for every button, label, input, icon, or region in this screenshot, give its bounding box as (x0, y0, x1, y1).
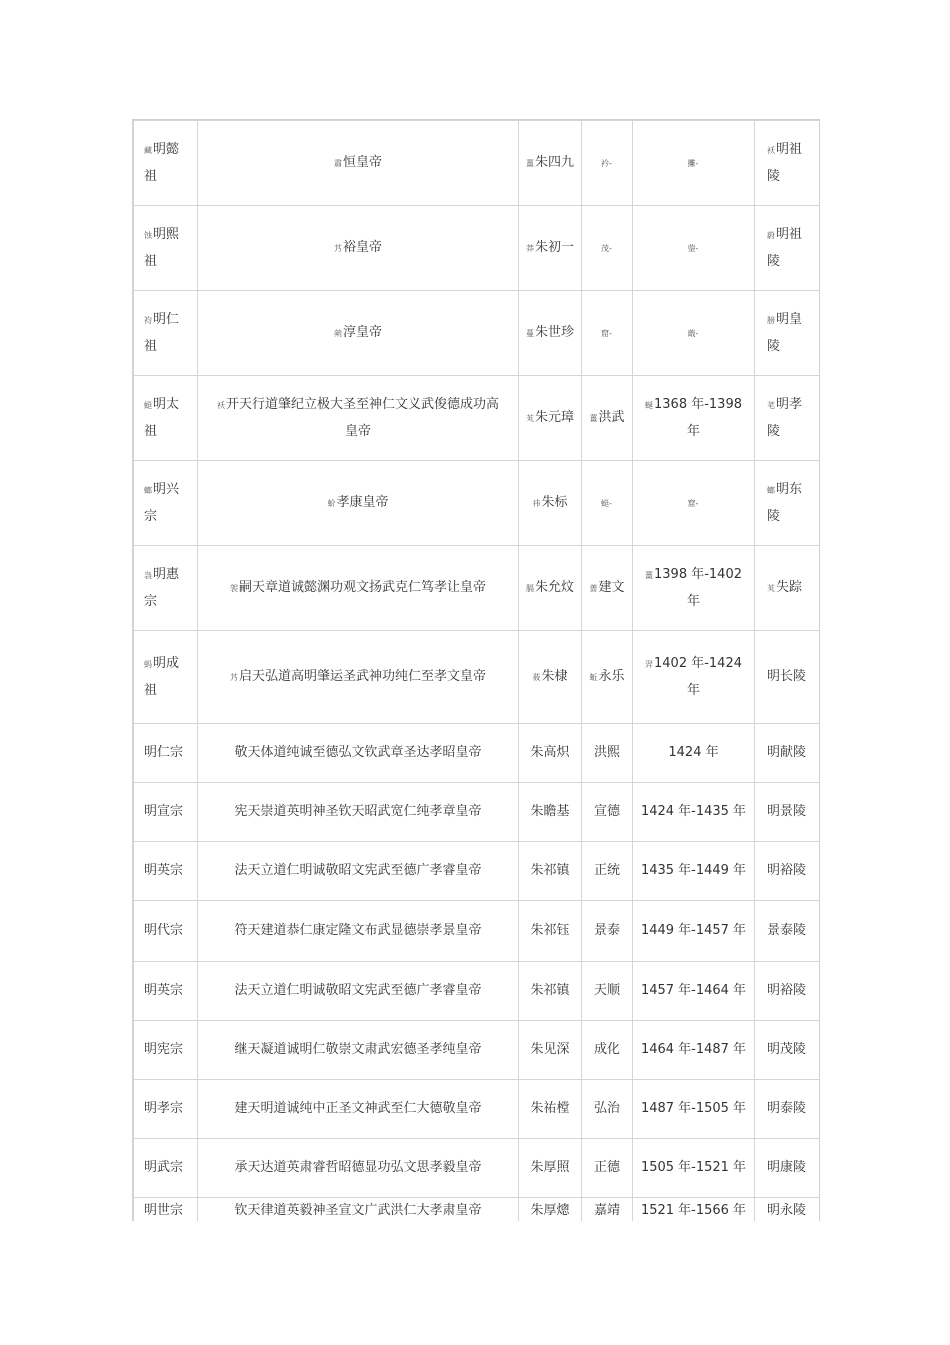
cell-reign-years-text: 1424 年-1435 年 (640, 804, 747, 819)
cell-reign-years (633, 461, 755, 546)
cell-personal-name (519, 291, 582, 376)
cell-tomb-text: 明裕陵 (767, 863, 807, 878)
cell-reign-years-text: 1457 年-1464 年 (640, 983, 747, 998)
ocr-mark: 蒴 (333, 328, 342, 338)
cell-reign-years (633, 724, 755, 783)
cell-temple-name-text: 明仁祖 (144, 311, 180, 354)
cell-personal-name (519, 461, 582, 546)
cell-posthumous-title-text: 符天建道恭仁康定隆文布武显德崇孝景皇帝 (234, 923, 482, 938)
cell-posthumous-title-text: 法天立道仁明诚敬昭文宪武至德广孝睿皇帝 (234, 863, 482, 878)
ocr-mark: 肅 (333, 158, 342, 168)
cell-personal-name-text: 朱祁镇 (530, 863, 570, 878)
cell-tomb-text: 明茂陵 (767, 1042, 807, 1057)
cell-personal-name-text: 朱见深 (530, 1042, 570, 1057)
ocr-mark: 膀 (767, 315, 775, 325)
table-row (134, 1139, 820, 1198)
cell-reign-years (633, 962, 755, 1021)
cell-posthumous-title-text: 启天弘道高明肇运圣武神功纯仁至孝文皇帝 (238, 668, 486, 684)
cell-personal-name (519, 206, 582, 291)
cell-temple-name (134, 1080, 198, 1139)
ocr-mark: 袄 (767, 145, 775, 155)
cell-temple-name-text: 明宣宗 (144, 804, 184, 819)
cell-temple-name (134, 121, 198, 206)
cell-posthumous-title (198, 724, 519, 783)
cell-reign-years-text: 1424 年 (668, 745, 719, 760)
table-row (134, 461, 820, 546)
cell-era-name-text: 永乐 (598, 668, 625, 684)
cell-temple-name-text: 明成祖 (144, 655, 180, 698)
cell-tomb-text: 明裕陵 (767, 983, 807, 998)
cell-era-name (582, 546, 633, 631)
cell-posthumous-title (198, 842, 519, 901)
table-row (134, 631, 820, 724)
cell-posthumous-title-text: 嗣天章道诚懿渊功观文扬武克仁笃孝让皇帝 (238, 579, 486, 595)
cell-posthumous-title (198, 461, 519, 546)
ocr-mark: 祎 (532, 498, 541, 508)
cell-posthumous-title (198, 1198, 519, 1222)
cell-personal-name (519, 1198, 582, 1222)
cell-temple-name (134, 376, 198, 461)
cell-posthumous-title (198, 1021, 519, 1080)
cell-era-name (582, 1080, 633, 1139)
cell-posthumous-title-text: 继天凝道诚明仁敬崇文肃武宏德圣孝纯皇帝 (234, 1042, 482, 1057)
cell-posthumous-title-text: 淳皇帝 (342, 324, 382, 340)
cell-tomb-text: 失踪 (776, 579, 803, 595)
cell-posthumous-title-text: 敬天体道纯诚至德弘文钦武章圣达孝昭皇帝 (234, 745, 482, 760)
cell-posthumous-title (198, 121, 519, 206)
cell-reign-years (633, 1080, 755, 1139)
cell-personal-name-text: 朱祁钰 (530, 923, 570, 938)
cell-temple-name-text: 明仁宗 (144, 745, 184, 760)
ocr-mark: 藏 (144, 145, 152, 155)
cell-reign-years (633, 376, 755, 461)
cell-era-name-text: 嘉靖 (593, 1203, 620, 1218)
cell-posthumous-title (198, 962, 519, 1021)
cell-posthumous-title-text: 孝康皇帝 (336, 494, 389, 510)
ocr-mark: 蓥- (687, 243, 699, 253)
cell-personal-name (519, 631, 582, 724)
cell-reign-years (633, 291, 755, 376)
cell-reign-years (633, 783, 755, 842)
cell-reign-years (633, 631, 755, 724)
ocr-mark: 蔷 (589, 583, 598, 593)
cell-posthumous-title (198, 546, 519, 631)
ocr-mark: 蚧 (327, 498, 336, 508)
cell-personal-name-text: 朱厚熜 (530, 1203, 570, 1218)
cell-era-name (582, 121, 633, 206)
cell-reign-years (633, 1139, 755, 1198)
cell-tomb-text: 明景陵 (767, 804, 807, 819)
cell-posthumous-title (198, 783, 519, 842)
cell-posthumous-title-text: 宪天崇道英明神圣钦天昭武宽仁纯孝章皇帝 (234, 804, 482, 819)
ocr-mark: 艿 (333, 243, 342, 253)
cell-personal-name-text: 朱高炽 (530, 745, 570, 760)
ocr-mark: 莜 (532, 672, 541, 682)
table-row (134, 1021, 820, 1080)
cell-posthumous-title-text: 法天立道仁明诚敬昭文宪武至德广孝睿皇帝 (234, 983, 482, 998)
cell-temple-name-text: 明世宗 (144, 1203, 184, 1218)
cell-personal-name (519, 1080, 582, 1139)
ocr-mark: 蚯 (589, 672, 598, 682)
cell-tomb (755, 1139, 820, 1198)
ocr-mark: 膈 (525, 583, 534, 593)
cell-temple-name (134, 1198, 198, 1222)
ocr-mark: 蕺- (687, 328, 699, 338)
cell-personal-name-text: 朱元璋 (534, 409, 574, 425)
cell-temple-name (134, 546, 198, 631)
cell-personal-name-text: 朱标 (541, 494, 568, 510)
cell-era-name-text: 洪武 (598, 409, 625, 425)
cell-personal-name (519, 901, 582, 962)
ming-emperors-table (133, 120, 820, 1221)
table-row (134, 962, 820, 1021)
cell-era-name (582, 842, 633, 901)
cell-tomb-text: 明泰陵 (767, 1101, 807, 1116)
cell-personal-name (519, 842, 582, 901)
cell-temple-name-text: 明代宗 (144, 923, 184, 938)
cell-temple-name-text: 明惠宗 (144, 566, 180, 609)
cell-personal-name (519, 1139, 582, 1198)
cell-tomb (755, 842, 820, 901)
cell-reign-years-text: 1402 年-1424 年 (654, 655, 742, 698)
ocr-mark: 艿 (229, 672, 238, 682)
cell-temple-name (134, 724, 198, 783)
cell-temple-name (134, 783, 198, 842)
ocr-mark: 窟- (687, 498, 699, 508)
cell-era-name (582, 291, 633, 376)
cell-tomb (755, 206, 820, 291)
cell-temple-name-text: 明熙祖 (144, 226, 180, 269)
cell-reign-years (633, 121, 755, 206)
cell-posthumous-title-text: 承天达道英肃睿哲昭德显功弘文思孝毅皇帝 (234, 1160, 482, 1175)
ocr-mark: 蜒 (645, 400, 653, 410)
cell-personal-name-text: 朱棣 (541, 668, 568, 684)
cell-personal-name (519, 962, 582, 1021)
cell-personal-name (519, 121, 582, 206)
cell-era-name (582, 461, 633, 546)
table-row (134, 291, 820, 376)
cell-personal-name (519, 783, 582, 842)
cell-tomb-text: 明祖陵 (767, 226, 803, 269)
cell-era-name (582, 631, 633, 724)
cell-era-name (582, 1198, 633, 1222)
ocr-mark: 袄 (216, 400, 225, 410)
ocr-mark: 蚂 (144, 659, 152, 669)
table-row (134, 1198, 820, 1222)
cell-temple-name (134, 901, 198, 962)
cell-personal-name (519, 546, 582, 631)
cell-temple-name-text: 明孝宗 (144, 1101, 184, 1116)
cell-personal-name-text: 朱四九 (534, 154, 574, 170)
cell-era-name (582, 724, 633, 783)
cell-tomb (755, 962, 820, 1021)
ocr-mark: 芄 (767, 583, 775, 593)
ocr-mark: 薑 (589, 413, 598, 423)
cell-reign-years-text: 1368 年-1398 年 (654, 396, 742, 439)
ocr-mark: 莽 (525, 243, 534, 253)
ocr-mark: 羿 (645, 659, 653, 669)
ocr-mark: 衿- (601, 158, 612, 168)
cell-reign-years-text: 1505 年-1521 年 (640, 1160, 747, 1175)
ocr-mark: 芄 (525, 413, 534, 423)
cell-temple-name (134, 842, 198, 901)
cell-temple-name-text: 明英宗 (144, 863, 184, 878)
table-body (134, 121, 820, 1222)
ocr-mark: 茂- (601, 243, 612, 253)
cell-era-name-text: 景泰 (593, 923, 620, 938)
cell-era-name-text: 成化 (593, 1042, 620, 1057)
cell-reign-years (633, 901, 755, 962)
cell-reign-years-text: 1464 年-1487 年 (640, 1042, 747, 1057)
cell-era-name-text: 正德 (593, 1160, 620, 1175)
table-row (134, 901, 820, 962)
ocr-mark: 窟- (601, 328, 612, 338)
cell-tomb (755, 631, 820, 724)
cell-tomb (755, 291, 820, 376)
cell-era-name (582, 1139, 633, 1198)
cell-era-name (582, 901, 633, 962)
cell-reign-years-text: 1449 年-1457 年 (640, 923, 747, 938)
ocr-mark: 薑 (525, 158, 534, 168)
cell-posthumous-title (198, 1080, 519, 1139)
cell-tomb-text: 明祖陵 (767, 141, 803, 184)
ocr-mark: 蔓 (525, 328, 534, 338)
cell-tomb-text: 明长陵 (767, 669, 807, 684)
cell-tomb-text: 明皇陵 (767, 311, 803, 354)
cell-temple-name-text: 明宪宗 (144, 1042, 184, 1057)
cell-posthumous-title-text: 建天明道诚纯中正圣文神武至仁大德敬皇帝 (234, 1101, 482, 1116)
cell-tomb-text: 明康陵 (767, 1160, 807, 1175)
cell-era-name-text: 弘治 (593, 1101, 620, 1116)
cell-temple-name (134, 461, 198, 546)
ocr-mark: 螂 (767, 485, 775, 495)
cell-tomb (755, 901, 820, 962)
ocr-mark: 蔚 (767, 230, 775, 240)
cell-tomb (755, 121, 820, 206)
cell-posthumous-title (198, 291, 519, 376)
cell-temple-name-text: 明懿祖 (144, 141, 180, 184)
ocr-mark: 芼 (767, 400, 775, 410)
ocr-mark: 攤- (687, 158, 699, 168)
cell-reign-years (633, 546, 755, 631)
cell-temple-name-text: 明英宗 (144, 983, 184, 998)
cell-era-name (582, 1021, 633, 1080)
cell-personal-name (519, 376, 582, 461)
cell-tomb-text: 明东陵 (767, 481, 803, 524)
cell-era-name (582, 206, 633, 291)
ocr-mark: 螂 (144, 485, 152, 495)
ocr-mark: 袈 (229, 583, 238, 593)
emperor-table-container (132, 119, 820, 1221)
cell-tomb (755, 546, 820, 631)
cell-personal-name-text: 朱初一 (534, 239, 574, 255)
cell-reign-years-text: 1398 年-1402 年 (654, 566, 742, 609)
cell-posthumous-title-text: 钦天律道英毅神圣宣文广武洪仁大孝肃皇帝 (234, 1203, 482, 1218)
cell-personal-name-text: 朱瞻基 (530, 804, 570, 819)
cell-temple-name (134, 962, 198, 1021)
cell-era-name-text: 洪熙 (593, 745, 620, 760)
table-row (134, 121, 820, 206)
cell-tomb-text: 景泰陵 (767, 923, 807, 938)
cell-tomb-text: 明永陵 (767, 1203, 807, 1218)
table-row (134, 842, 820, 901)
cell-posthumous-title (198, 206, 519, 291)
cell-reign-years (633, 206, 755, 291)
table-row (134, 1080, 820, 1139)
ocr-mark: 蚀 (144, 230, 152, 240)
cell-era-name (582, 376, 633, 461)
cell-tomb (755, 376, 820, 461)
cell-tomb (755, 783, 820, 842)
cell-personal-name (519, 724, 582, 783)
cell-personal-name-text: 朱允炆 (534, 579, 574, 595)
ocr-mark: 蜓- (601, 498, 612, 508)
cell-temple-name-text: 明武宗 (144, 1160, 184, 1175)
cell-tomb (755, 1080, 820, 1139)
cell-temple-name (134, 291, 198, 376)
table-row (134, 376, 820, 461)
cell-reign-years-text: 1435 年-1449 年 (640, 863, 747, 878)
table-row (134, 206, 820, 291)
cell-temple-name (134, 206, 198, 291)
ocr-mark: 蜓 (144, 400, 152, 410)
cell-posthumous-title-text: 裕皇帝 (342, 239, 382, 255)
cell-reign-years-text: 1521 年-1566 年 (640, 1203, 747, 1218)
cell-era-name-text: 宣德 (593, 804, 620, 819)
cell-posthumous-title-text: 恒皇帝 (342, 154, 382, 170)
cell-reign-years (633, 842, 755, 901)
cell-tomb (755, 724, 820, 783)
cell-posthumous-title (198, 1139, 519, 1198)
cell-personal-name-text: 朱祁镇 (530, 983, 570, 998)
cell-era-name-text: 天顺 (593, 983, 620, 998)
cell-tomb (755, 1021, 820, 1080)
cell-personal-name (519, 1021, 582, 1080)
ocr-mark: 袅 (144, 570, 152, 580)
cell-personal-name-text: 朱祐樘 (530, 1101, 570, 1116)
cell-temple-name (134, 1021, 198, 1080)
cell-reign-years-text: 1487 年-1505 年 (640, 1101, 747, 1116)
cell-posthumous-title-text: 开天行道肇纪立极大圣至神仁文义武俊德成功高皇帝 (225, 396, 499, 439)
cell-temple-name (134, 631, 198, 724)
cell-era-name (582, 962, 633, 1021)
table-row (134, 783, 820, 842)
ocr-mark: 薑 (645, 570, 653, 580)
cell-personal-name-text: 朱世珍 (534, 324, 574, 340)
cell-temple-name (134, 1139, 198, 1198)
cell-tomb (755, 1198, 820, 1222)
cell-era-name-text: 建文 (598, 579, 625, 595)
table-row (134, 546, 820, 631)
table-row (134, 724, 820, 783)
cell-temple-name-text: 明兴宗 (144, 481, 180, 524)
cell-era-name (582, 783, 633, 842)
cell-temple-name-text: 明太祖 (144, 396, 180, 439)
cell-posthumous-title (198, 376, 519, 461)
cell-personal-name-text: 朱厚照 (530, 1160, 570, 1175)
cell-tomb-text: 明献陵 (767, 745, 807, 760)
cell-reign-years (633, 1198, 755, 1222)
cell-tomb (755, 461, 820, 546)
cell-era-name-text: 正统 (593, 863, 620, 878)
cell-tomb-text: 明孝陵 (767, 396, 803, 439)
cell-posthumous-title (198, 631, 519, 724)
ocr-mark: 袀 (144, 315, 152, 325)
cell-reign-years (633, 1021, 755, 1080)
cell-posthumous-title (198, 901, 519, 962)
